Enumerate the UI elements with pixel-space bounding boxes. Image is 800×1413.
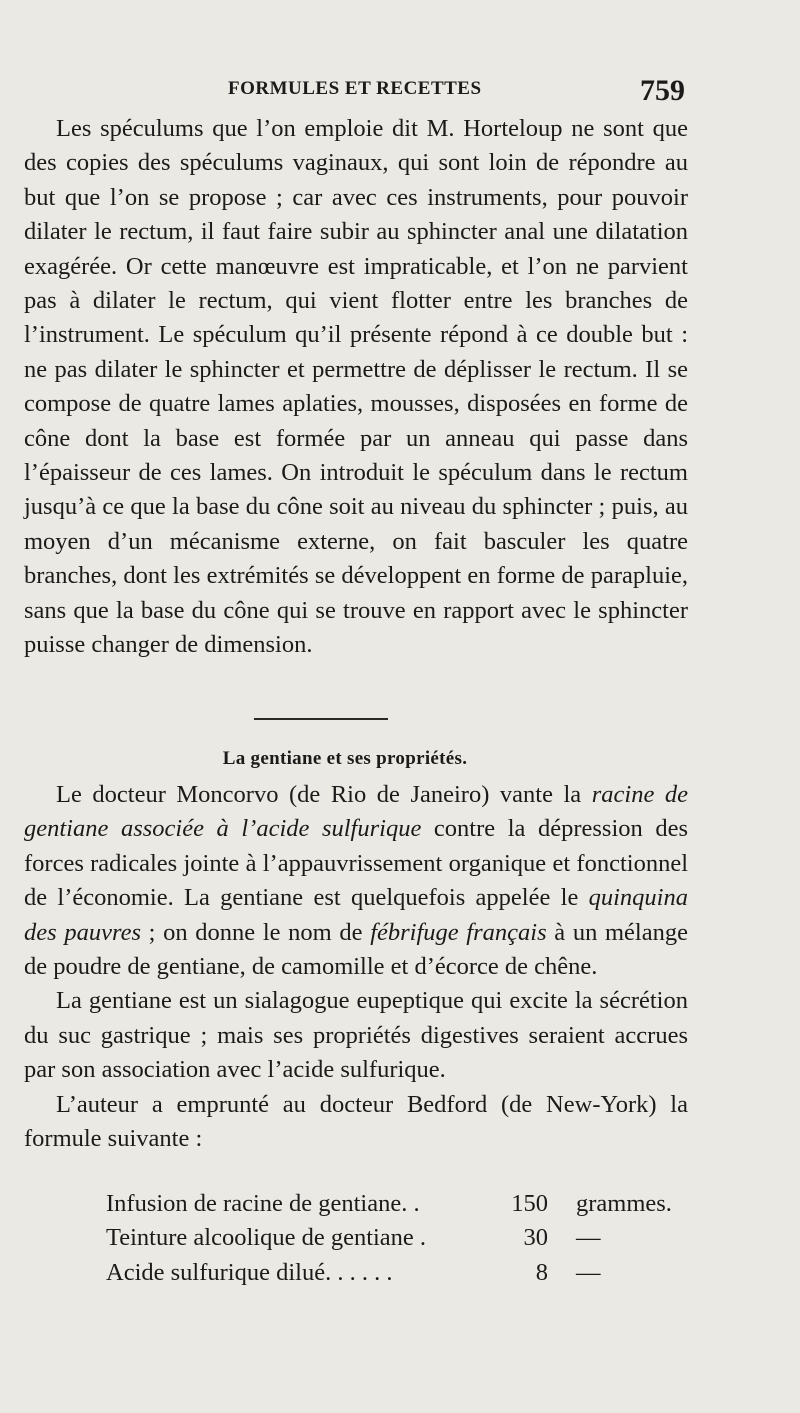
formula-ingredient: Acide sulfurique dilué. . . . . . xyxy=(106,1258,393,1286)
formula-row xyxy=(106,1187,706,1221)
running-head xyxy=(0,74,800,108)
italic-run: racine de gentiane associée à l’acide sulfurique xyxy=(24,781,688,843)
section-body xyxy=(24,778,688,1156)
running-title: FORMULES ET RECETTES xyxy=(228,78,482,99)
formula-quantity: 150 xyxy=(511,1190,548,1217)
text-run: Le docteur Moncorvo (de Rio de Janeiro) vante la xyxy=(56,781,592,808)
formula-quantity: 8 xyxy=(535,1258,548,1286)
paragraph-gentiane-1 xyxy=(24,778,688,984)
formula-table xyxy=(106,1187,706,1290)
body-text xyxy=(24,112,688,663)
formula-row xyxy=(106,1221,706,1255)
text-run: ; on donne le nom de xyxy=(140,918,371,946)
formula-unit: grammes. xyxy=(576,1190,672,1217)
paragraph-speculum: Les spéculums que l’on emploie dit M. Horteloup ne sont que des copies des spéculums vaginaux, qui sont loin de répondre au but que l’on se propose ; car avec ces instruments, pour pouvoir dilater le rectum, il faut faire subir au sphincter anal une dilatation exagérée. Or cette manœuvre est impraticable, et l’on ne parvient pas à dilater le rectum, qui vient flotter entre les branches de l’instrument. Le spéculum qu’il présente répond à ce double but : ne pas dilater le sphincter et permettre de déplisser le rectum. Il se compose de quatre lames aplaties, mousses, disposées en forme de cône dont la base est formée par un anneau qui passe dans l’épaisseur de ces lames. On introduit le spéculum dans le rectum jusqu’à ce que la base du cône soit au niveau du sphincter ; puis, au moyen d’un mécanisme externe, on fait basculer les quatre branches, dont les extrémités se développent en forme de parapluie, sans que la base du cône qui se trouve en rapport avec le sphincter puisse changer de dimension. xyxy=(24,115,688,659)
page-number: 759 xyxy=(640,74,685,107)
formula-ingredient: Teinture alcoolique de gentiane . xyxy=(106,1224,427,1252)
formula-quantity: 30 xyxy=(523,1224,548,1252)
italic-run: fébrifuge français xyxy=(370,918,547,946)
italic-run: quinquina des pauvres xyxy=(24,884,688,946)
paragraph-gentiane-3: L’auteur a emprunté au docteur Bedford (de New-York) la formule suivante : xyxy=(24,1090,688,1153)
formula-row xyxy=(106,1256,706,1290)
formula-ingredient: Infusion de racine de gentiane. . xyxy=(106,1190,420,1217)
text-run: contre la dépression des forces radicales jointe à l’appauvrissement organique et fonctionnel de l’économie. La gentiane est quelquefois appelée le xyxy=(24,815,688,912)
formula-unit: — xyxy=(576,1258,601,1286)
formula-unit: — xyxy=(576,1224,601,1252)
text-run: à un mélange de poudre de gentiane, de camomille et d’écorce de chêne. xyxy=(24,918,688,981)
paragraph-gentiane-2: La gentiane est un sialagogue eupeptique qui excite la sécrétion du suc gastrique ; mais ses propriétés digestives seraient accrues par son association avec l’acide sulfurique. xyxy=(24,987,688,1084)
section-divider xyxy=(254,718,388,720)
section-title: La gentiane et ses propriétés. xyxy=(222,748,468,769)
